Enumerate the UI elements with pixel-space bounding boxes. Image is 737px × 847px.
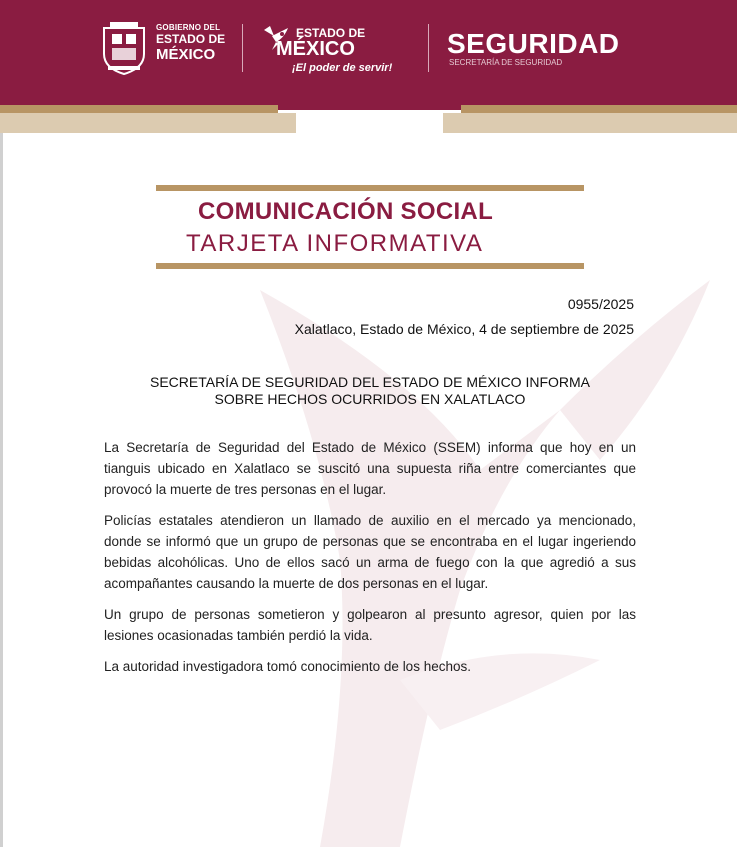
estado-slogan: ¡El poder de servir! [292,62,393,74]
paragraph: Policías estatales atendieron un llamado de auxilio en el mercado ya mencionado, donde se informó que un grupo de personas que se encontraba en el lugar ingeriendo bebidas alcohólicas. Uno de ellos sacó un arma de fuego con la que agredió a sus acompañantes causando la muerte de dos personas en el lugar. [104,513,636,591]
banner-title: COMUNICACIÓN SOCIAL [198,198,494,225]
gold-stripe-left [0,105,278,113]
dateline: Xalatlaco, Estado de México, 4 de septiembre de 2025 [294,321,634,337]
header-separator [242,24,243,72]
headline-line1: SECRETARÍA DE SEGURIDAD DEL ESTADO DE MÉXICO INFORMA [149,374,591,390]
gold-stripe-right [461,105,737,113]
estado-big-label: MÉXICO [276,38,355,60]
paragraph: Un grupo de personas sometieron y golpearon al presunto agresor, quien por las lesiones ocasionadas también perdió la vida. [104,607,636,643]
paragraph: La autoridad investigadora tomó conocimiento de los hechos. [104,659,471,674]
headline [104,374,636,408]
body-text [104,437,636,687]
stripe-gap [296,113,443,133]
folio-number: 0955/2025 [567,296,634,312]
gobierno-line1: GOBIERNO DEL [156,23,221,32]
banner-rule-bottom [156,263,584,269]
gobierno-line2: ESTADO DE [156,32,226,46]
sand-stripe-left [0,113,296,133]
gobierno-logo-text [156,24,225,62]
sand-stripe-right [443,113,737,133]
estado-small-label: ESTADO DE [296,26,366,40]
banner-subtitle: TARJETA INFORMATIVA [186,230,484,257]
seguridad-subtitle: SECRETARÍA DE SEGURIDAD [449,58,563,67]
paragraph: La Secretaría de Seguridad del Estado de México (SSEM) informa que hoy en un tianguis ubicado en Xalatlaco se suscitó una supuesta riña entre comerciantes que provocó la muerte de tres personas en el lugar. [104,440,636,497]
header-banner [0,0,737,110]
header-separator [428,24,429,72]
coat-of-arms-icon [98,18,150,76]
banner-rule-top [156,185,584,191]
headline-line2: SOBRE HECHOS OCURRIDOS EN XALATLACO [214,391,526,407]
seguridad-title: SEGURIDAD [447,28,620,59]
gobierno-line3: MÉXICO [156,46,216,63]
